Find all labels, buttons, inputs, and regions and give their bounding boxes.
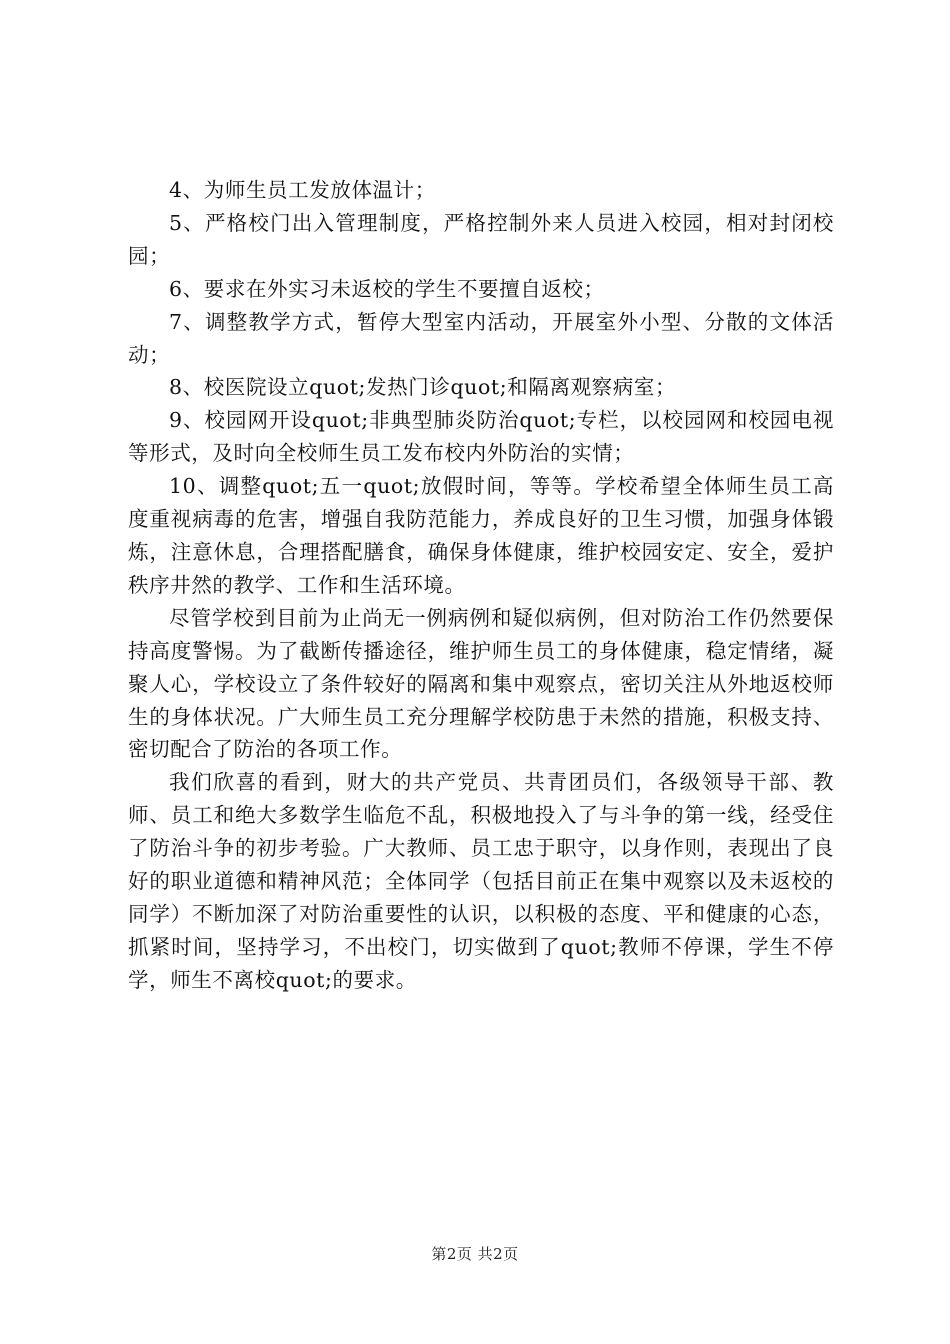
page-footer: 第2页 共2页: [431, 1245, 519, 1263]
paragraph-prevention-vigilance: 尽管学校到目前为止尚无一例病例和疑似病例，但对防治工作仍然要保持高度警惕。为了截断传播途径，维护师生员工的身体健康，稳定情绪，凝聚人心，学校设立了条件较好的隔离和集中观察点，密切关注从外地返校师生的身体状况。广大师生员工充分理解学校防患于未然的措施，积极支持、密切配合了防治的各项工作。: [128, 605, 834, 762]
paragraph-item-9: 9、校园网开设quot;非典型肺炎防治quot;专栏，以校园网和校园电视等形式，及时向全校师生员工发布校内外防治的实情；: [128, 408, 834, 466]
paragraph-item-5: 5、严格校门出入管理制度，严格控制外来人员进入校园，相对封闭校园；: [128, 210, 834, 268]
paragraph-community-response: 我们欣喜的看到，财大的共产党员、共青团员们，各级领导干部、教师、员工和绝大多数学生临危不乱，积极地投入了与斗争的第一线，经受住了防治斗争的初步考验。广大教师、员工忠于职守，以身作则，表现出了良好的职业道德和精神风范；全体同学（包括目前正在集中观察以及未返校的同学）不断加深了对防治重要性的认识，以积极的态度、平和健康的心态，抓紧时间，坚持学习，不出校门，切实做到了quot;教师不停课，学生不停学，师生不离校quot;的要求。: [128, 770, 834, 992]
paragraph-item-4: 4、为师生员工发放体温计；: [169, 178, 436, 202]
paragraph-item-7: 7、调整教学方式，暂停大型室内活动，开展室外小型、分散的文体活动；: [128, 309, 834, 367]
paragraph-item-8: 8、校医院设立quot;发热门诊quot;和隔离观察病室；: [169, 375, 677, 400]
document-body: [128, 174, 834, 997]
paragraph-item-10: 10、调整quot;五一quot;放假时间，等等。学校希望全体师生员工高度重视病毒的危害，增强自我防范能力，养成良好的卫生习惯，加强身体锻炼，注意休息，合理搭配膳食，确保身体健康，维护校园安定、安全，爱护秩序井然的教学、工作和生活环境。: [128, 474, 834, 597]
paragraph-item-6: 6、要求在外实习未返校的学生不要擅自返校；: [169, 276, 605, 301]
